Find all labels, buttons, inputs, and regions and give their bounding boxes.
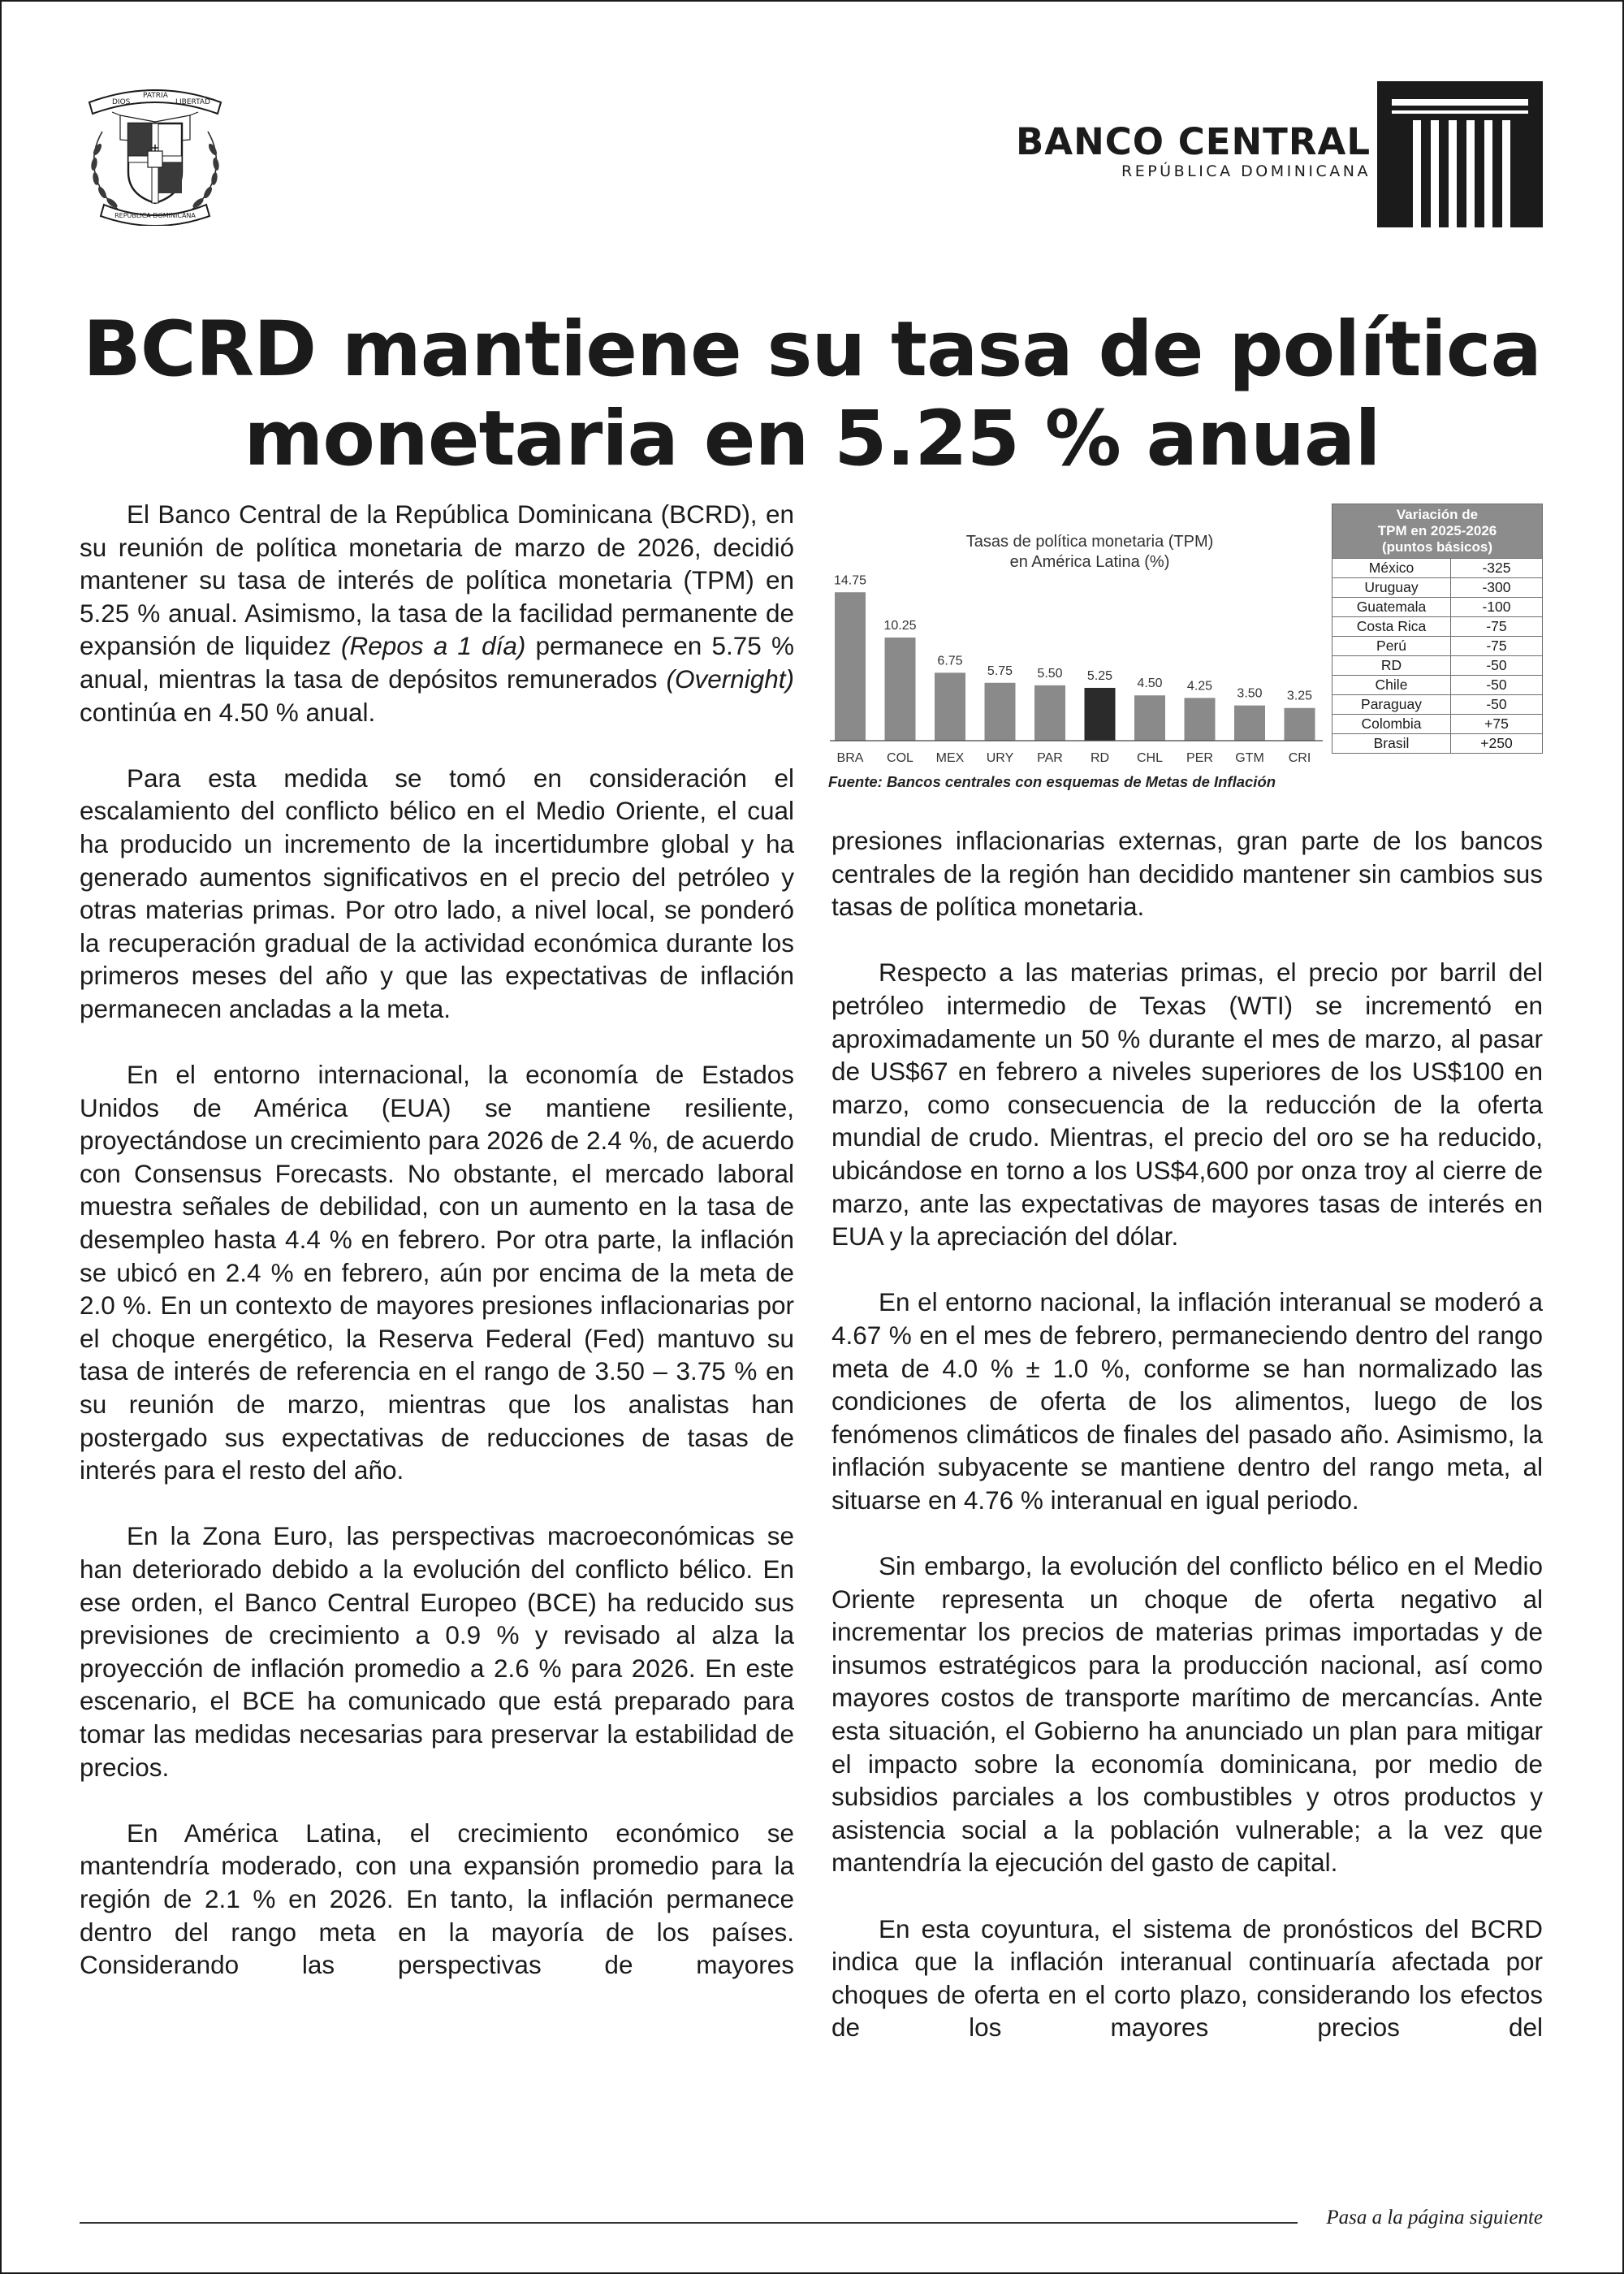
paragraph-regional-banks: presiones inflacionarias externas, gran parte de los bancos centrales de la región han decidido mantener sin cambios sus tasas de política monetaria. bbox=[831, 826, 1543, 922]
motto-libertad: LIBERTAD bbox=[175, 98, 211, 106]
left-column bbox=[80, 498, 794, 1982]
table-cell-country: RD bbox=[1332, 656, 1451, 676]
paragraph-international: En el entorno internacional, la economía de Estados Unidos de América (EUA) se mantiene resiliente, proyectándose un crecimiento para 2026 de 2.4 %, de acuerdo con Consensus Forecasts. No obstante, el mercado laboral muestra señales de debilidad, con un aumento en la tasa de desempleo hasta 4.4 % en febrero. Por otra parte, la inflación se ubicó en 2.4 % en febrero, aún por encima de la meta de 2.0 %. En un contexto de mayores presiones inflacionarias por el choque energético, la Reserva Federal (Fed) mantuvo su tasa de interés de referencia en el rango de 3.50 – 3.75 % en su reunión de marzo, mientras que los analistas han postergado sus expectativas de reducciones de tasas de interés para el resto del año. bbox=[80, 1060, 794, 1485]
chart-value-label: 5.50 bbox=[1037, 666, 1063, 681]
chart-bar-col bbox=[885, 638, 916, 741]
motto-dios: DIOS bbox=[112, 98, 131, 106]
table-header: Variación de TPM en 2025-2026 (puntos básicos) bbox=[1332, 504, 1543, 559]
table-row bbox=[1332, 578, 1543, 598]
table-cell-country: Uruguay bbox=[1332, 578, 1451, 598]
table-cell-value: -300 bbox=[1451, 578, 1543, 598]
brand-subtitle: REPÚBLICA DOMINICANA bbox=[1121, 162, 1371, 180]
chart-category-label: CRI bbox=[1288, 751, 1311, 765]
chart-bar-bra bbox=[835, 592, 866, 741]
paragraph-commodities: Respecto a las materias primas, el precio por barril del petróleo intermedio de Texas (WTI) se incrementó en aproximadamente un 50 % durante el mes de marzo, al pasar de US$67 en febrero a niveles superiores de los US$100 en marzo, como consecuencia de la reducción de la oferta mundial de crudo. Mientras, el precio del oro se ha reducido, ubicándose en torno a los US$4,600 por onza troy al cierre de marzo, ante las expectativas de mayores tasas de interés en EUA y la apreciación del dólar. bbox=[831, 958, 1543, 1252]
table-cell-value: -325 bbox=[1451, 559, 1543, 578]
chart-value-label: 4.25 bbox=[1186, 679, 1213, 694]
chart-bar-gtm bbox=[1234, 706, 1265, 741]
motto-patria: PATRIA bbox=[143, 92, 168, 100]
chart-value-label: 6.75 bbox=[937, 654, 963, 668]
table-cell-value: -50 bbox=[1451, 695, 1543, 715]
table-cell-value: -75 bbox=[1451, 637, 1543, 656]
table-cell-country: Costa Rica bbox=[1332, 617, 1451, 637]
chart-category-label: PER bbox=[1186, 751, 1213, 765]
headline-line-2: monetaria en 5.25 % anual bbox=[244, 395, 1380, 483]
chart-bar-cri bbox=[1285, 708, 1315, 741]
table-row bbox=[1332, 715, 1543, 734]
table-row bbox=[1332, 656, 1543, 676]
headline-line-1: BCRD mantiene su tasa de política bbox=[83, 305, 1541, 394]
footer-divider bbox=[80, 2222, 1298, 2224]
bank-columns-logo bbox=[1377, 81, 1543, 227]
chart-value-label: 3.25 bbox=[1286, 689, 1313, 703]
page-title bbox=[49, 305, 1575, 484]
paragraph-supply-shock: Sin embargo, la evolución del conflicto bélico en el Medio Oriente representa un choque de oferta negativo al incrementar los precios de materias primas importadas y de insumos estratégicos para la producción nacional, así como mayores costos de transporte marítimo de mercancías. Ante esta situación, el Gobierno ha anunciado un plan para mitigar el impacto sobre la economía dominicana, por medio de subsidios parciales a los combustibles y otros productos y asistencia social a la población vulnerable; a la vez que mantendría la ejecución del gasto de capital. bbox=[831, 1551, 1543, 1878]
paragraph-domestic-inflation: En el entorno nacional, la inflación interanual se moderó a 4.67 % en el mes de febrero, permaneciendo dentro del rango meta de 4.0 % ± 1.0 %, conforme se han normalizado las condiciones de oferta de los alimentos, luego de los fenómenos climáticos de finales del pasado año. Asimismo, la inflación subyacente se mantiene dentro del rango meta, al situarse en 4.76 % interanual en igual periodo. bbox=[831, 1287, 1543, 1515]
chart-bar-par bbox=[1034, 685, 1065, 741]
chart-source: Fuente: Bancos centrales con esquemas de Metas de Inflación bbox=[828, 773, 1276, 790]
paragraph-eurozone: En la Zona Euro, las perspectivas macroeconómicas se han deteriorado debido a la evolución del conflicto bélico. En ese orden, el Banco Central Europeo (BCE) ha reducido sus previsiones de crecimiento a 0.9 % y revisado al alza la proyección de inflación promedio a 2.6 % para 2026. En este escenario, el BCE ha comunicado que está preparado para tomar las medidas necesarias para preservar la estabilidad de precios. bbox=[80, 1521, 794, 1782]
table-row bbox=[1332, 559, 1543, 578]
chart-bar-chl bbox=[1134, 695, 1165, 741]
table-cell-country: México bbox=[1332, 559, 1451, 578]
table-cell-value: +250 bbox=[1451, 734, 1543, 754]
chart-value-label: 10.25 bbox=[883, 619, 917, 633]
tpm-variation-table bbox=[1332, 504, 1543, 754]
chart-bar-ury bbox=[985, 683, 1016, 741]
table-cell-country: Guatemala bbox=[1332, 598, 1451, 617]
chart-category-label: PAR bbox=[1037, 751, 1063, 765]
table-cell-country: Chile bbox=[1332, 676, 1451, 695]
chart-bar-per bbox=[1185, 698, 1216, 741]
paragraph-tpm-decision: El Banco Central de la República Dominicana (BCRD), en su reunión de política monetaria de marzo de 2026, decidió mantener su tasa de interés de política monetaria (TPM) en 5.25 % anual. Asimismo, la tasa de la facilidad permanente de expansión de liquidez (Repos a 1 día) permanece en 5.75 % anual, mientras la tasa de depósitos remunerados (Overnight) continúa en 4.50 % anual. bbox=[80, 499, 794, 727]
chart-value-label: 5.75 bbox=[987, 664, 1013, 678]
chart-category-label: MEX bbox=[935, 751, 965, 765]
chart-bar-mex bbox=[935, 672, 965, 741]
table-cell-country: Brasil bbox=[1332, 734, 1451, 754]
table-cell-value: -100 bbox=[1451, 598, 1543, 617]
brand-name: BANCO CENTRAL bbox=[1015, 120, 1371, 163]
right-column bbox=[831, 824, 1543, 2044]
table-cell-value: -75 bbox=[1451, 617, 1543, 637]
chart-category-label: URY bbox=[986, 751, 1014, 765]
paragraph-considerations: Para esta medida se tomó en consideración el escalamiento del conflicto bélico en el Medio Oriente, el cual ha producido un incremento de la incertidumbre global y ha generado aumentos significativos en el precio del petróleo y otras materias primas. Por otro lado, a nivel local, se ponderó la recuperación gradual de la actividad económica durante los primeros meses del año y que las expectativas de inflación permanecen ancladas a la meta. bbox=[80, 763, 794, 1023]
table-row bbox=[1332, 617, 1543, 637]
table-cell-value: +75 bbox=[1451, 715, 1543, 734]
coat-of-arms-logo bbox=[80, 75, 231, 226]
chart-category-label: COL bbox=[887, 751, 914, 765]
chart-value-label: 4.50 bbox=[1137, 677, 1163, 691]
table-row bbox=[1332, 598, 1543, 617]
chart-subtitle: en América Latina (%) bbox=[1009, 553, 1170, 571]
table-cell-value: -50 bbox=[1451, 656, 1543, 676]
table-cell-country: Perú bbox=[1332, 637, 1451, 656]
chart-category-label: BRA bbox=[836, 751, 864, 765]
chart-value-label: 5.25 bbox=[1086, 668, 1113, 683]
table-cell-value: -50 bbox=[1451, 676, 1543, 695]
chart-category-label: RD bbox=[1090, 751, 1110, 765]
table-row bbox=[1332, 695, 1543, 715]
chart-bar-rd bbox=[1085, 688, 1116, 741]
table-cell-country: Paraguay bbox=[1332, 695, 1451, 715]
table-row bbox=[1332, 676, 1543, 695]
tpm-bar-chart bbox=[820, 520, 1324, 772]
paragraph-forecast: En esta coyuntura, el sistema de pronósticos del BCRD indica que la inflación interanual continuaría afectada por choques de oferta en el corto plazo, considerando los efectos de los mayores precios del bbox=[831, 1913, 1543, 2043]
chart-value-label: 3.50 bbox=[1237, 686, 1263, 701]
motto-republica: REPÚBLICA DOMINICANA bbox=[114, 212, 196, 219]
table-cell-country: Colombia bbox=[1332, 715, 1451, 734]
chart-category-label: CHL bbox=[1136, 751, 1164, 765]
table-row bbox=[1332, 637, 1543, 656]
next-page-note: Pasa a la página siguiente bbox=[1326, 2207, 1543, 2229]
chart-title: Tasas de política monetaria (TPM) bbox=[965, 533, 1214, 551]
chart-category-label: GTM bbox=[1235, 751, 1264, 765]
table-row bbox=[1332, 734, 1543, 754]
paragraph-latin-america: En América Latina, el crecimiento económico se mantendría moderado, con una expansión promedio para la región de 2.1 % en 2026. En tanto, la inflación permanece dentro del rango meta en la mayoría de los países. Considerando las perspectivas de mayores bbox=[80, 1818, 794, 1980]
chart-value-label: 14.75 bbox=[833, 573, 867, 588]
